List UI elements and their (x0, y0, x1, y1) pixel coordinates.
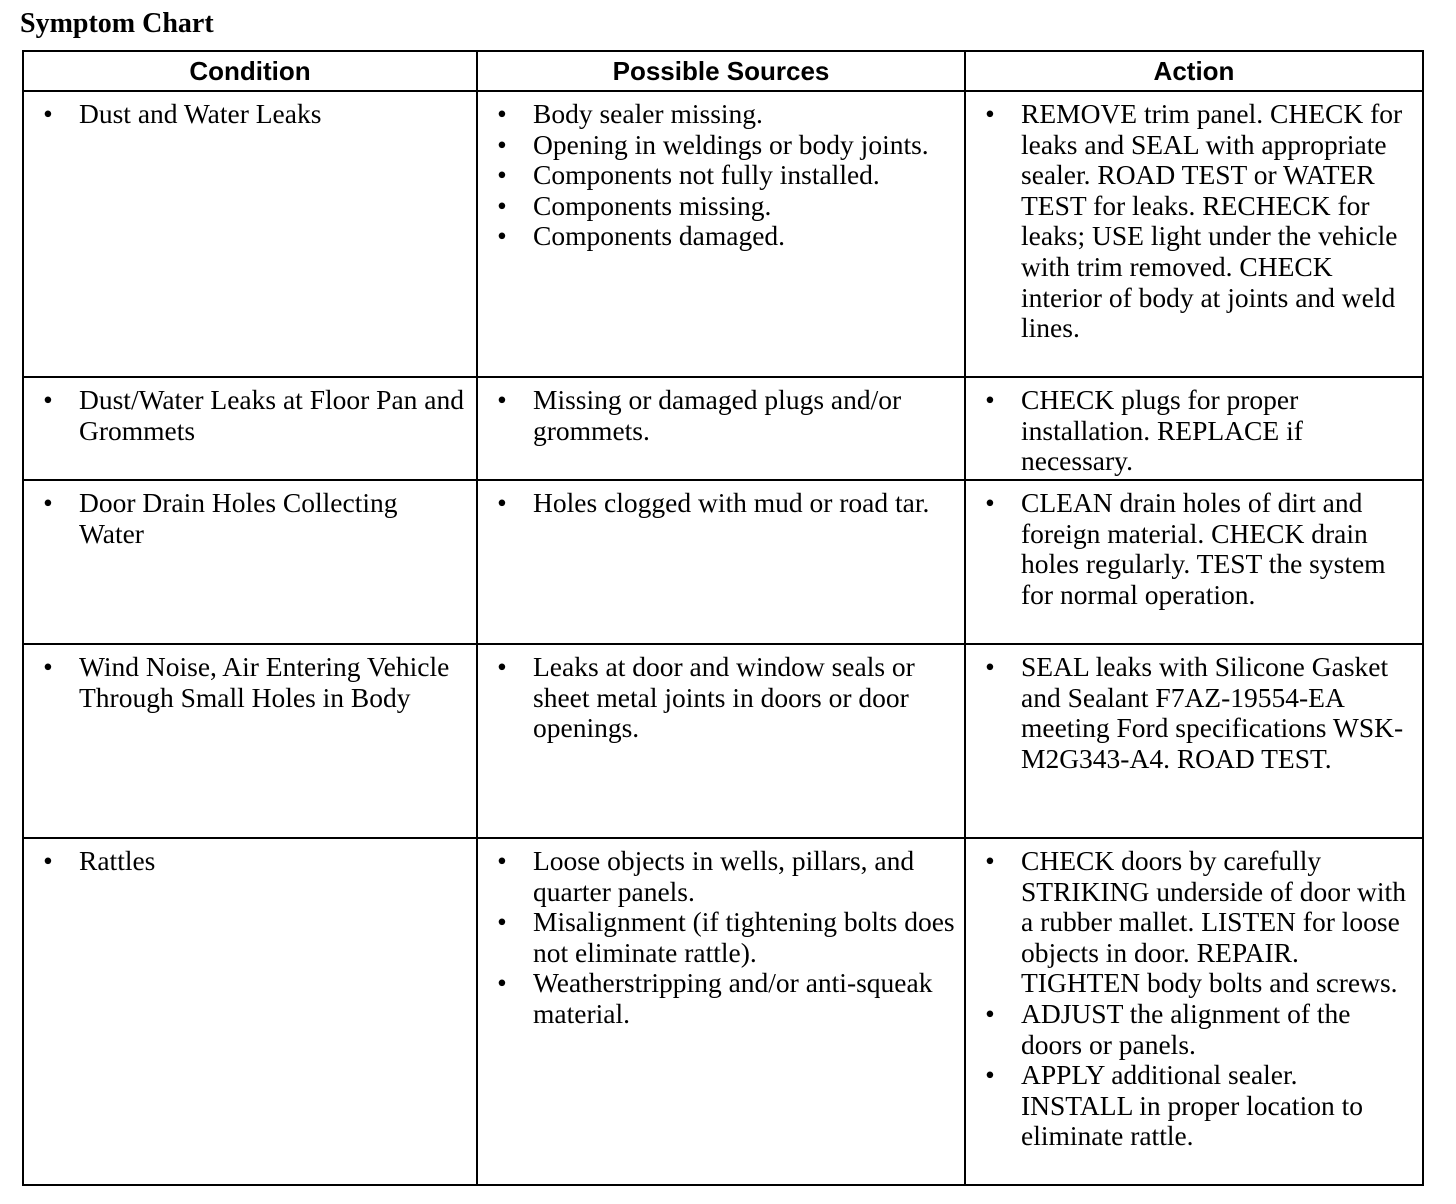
list-item (478, 385, 956, 446)
condition-cell (23, 91, 477, 377)
list-item (478, 488, 956, 519)
bullet-icon: • (497, 651, 507, 682)
condition-cell (23, 838, 477, 1185)
symptom-chart-table (22, 50, 1424, 1186)
list-item (478, 968, 956, 1029)
bullet-icon: • (497, 845, 507, 876)
header-possible-sources: Possible Sources (477, 51, 965, 91)
action-text: CHECK doors by carefully STRIKING underside of door with a rubber mallet. LISTEN for loose objects in door. REPAIR. TIGHTEN body bolts and screws. (1021, 845, 1406, 999)
list-item (24, 488, 468, 549)
condition-text: Dust/Water Leaks at Floor Pan and Grommets (79, 384, 464, 446)
source-text: Misalignment (if tightening bolts does not eliminate rattle). (533, 906, 955, 968)
sources-cell (477, 91, 965, 377)
list-item (24, 385, 468, 446)
bullet-icon: • (497, 906, 507, 938)
bullet-icon: • (497, 159, 507, 191)
list-item (966, 1060, 1414, 1152)
sources-cell (477, 838, 965, 1185)
header-condition: Condition (23, 51, 477, 91)
action-text: ADJUST the alignment of the doors or panels. (1021, 997, 1351, 1060)
bullet-icon: • (497, 189, 507, 221)
sources-cell (477, 377, 965, 480)
list-item (478, 160, 956, 191)
bullet-icon: • (985, 651, 995, 682)
bullet-icon: • (497, 220, 507, 252)
source-text: Leaks at door and window seals or sheet metal joints in doors or door openings. (533, 651, 915, 744)
action-text: CLEAN drain holes of dirt and foreign material. CHECK drain holes regularly. TEST the system for normal operation. (1021, 487, 1386, 610)
list-item (24, 99, 468, 130)
action-cell (965, 644, 1423, 838)
list-item (24, 652, 468, 713)
bullet-icon: • (985, 845, 995, 876)
list-item (478, 221, 956, 252)
source-text: Missing or damaged plugs and/or grommets. (533, 384, 902, 446)
condition-cell (23, 480, 477, 644)
list-item (966, 385, 1414, 477)
list-item (966, 488, 1414, 610)
source-text: Holes clogged with mud or road tar. (533, 487, 930, 518)
header-action: Action (965, 51, 1423, 91)
bullet-icon: • (43, 487, 53, 518)
condition-cell (23, 377, 477, 480)
bullet-icon: • (43, 845, 53, 876)
source-text: Components not fully installed. (533, 159, 880, 191)
condition-cell (23, 644, 477, 838)
bullet-icon: • (497, 967, 507, 999)
action-text: APPLY additional sealer. INSTALL in proper location to eliminate rattle. (1021, 1059, 1363, 1152)
bullet-icon: • (985, 98, 995, 129)
page-title: Symptom Chart (20, 8, 214, 39)
bullet-icon: • (497, 384, 507, 415)
source-text: Body sealer missing. (533, 98, 763, 129)
bullet-icon: • (497, 128, 507, 160)
header-row (23, 51, 1423, 91)
list-item (478, 130, 956, 161)
sources-cell (477, 480, 965, 644)
condition-text: Rattles (79, 845, 156, 876)
source-text: Weatherstripping and/or anti-squeak material. (533, 967, 933, 1029)
bullet-icon: • (985, 1059, 995, 1091)
list-item (966, 999, 1414, 1060)
sources-cell (477, 644, 965, 838)
action-cell (965, 838, 1423, 1185)
source-text: Components missing. (533, 189, 772, 221)
bullet-icon: • (43, 384, 53, 415)
list-item (966, 652, 1414, 774)
list-item (478, 99, 956, 130)
table-row (23, 91, 1423, 377)
action-cell (965, 480, 1423, 644)
table-row (23, 838, 1423, 1185)
bullet-icon: • (43, 651, 53, 682)
bullet-icon: • (985, 997, 995, 1029)
action-cell (965, 91, 1423, 377)
bullet-icon: • (985, 487, 995, 518)
list-item (478, 191, 956, 222)
condition-text: Dust and Water Leaks (79, 98, 322, 129)
action-cell (965, 377, 1423, 480)
bullet-icon: • (43, 98, 53, 129)
bullet-icon: • (497, 98, 507, 129)
condition-text: Wind Noise, Air Entering Vehicle Through Small Holes in Body (79, 651, 450, 713)
list-item (478, 846, 956, 907)
action-text: CHECK plugs for proper installation. REPLACE if necessary. (1021, 384, 1303, 477)
list-item (966, 99, 1414, 344)
condition-text: Door Drain Holes Collecting Water (79, 487, 398, 549)
list-item (966, 846, 1414, 999)
table-row (23, 644, 1423, 838)
bullet-icon: • (497, 487, 507, 518)
bullet-icon: • (985, 384, 995, 415)
source-text: Loose objects in wells, pillars, and quarter panels. (533, 845, 915, 907)
list-item (478, 907, 956, 968)
list-item (478, 652, 956, 744)
action-text: SEAL leaks with Silicone Gasket and Sealant F7AZ-19554-EA meeting Ford specifications WSK-M2G343-A4. ROAD TEST. (1021, 651, 1404, 774)
source-text: Components damaged. (533, 220, 786, 252)
table-row (23, 480, 1423, 644)
table-row (23, 377, 1423, 480)
source-text: Opening in weldings or body joints. (533, 128, 929, 160)
list-item (24, 846, 468, 877)
action-text: REMOVE trim panel. CHECK for leaks and SEAL with appropriate sealer. ROAD TEST or WATER TEST for leaks. RECHECK for leaks; USE light under the vehicle with trim removed. CHECK interior of body at joints and weld lines. (1021, 98, 1403, 344)
